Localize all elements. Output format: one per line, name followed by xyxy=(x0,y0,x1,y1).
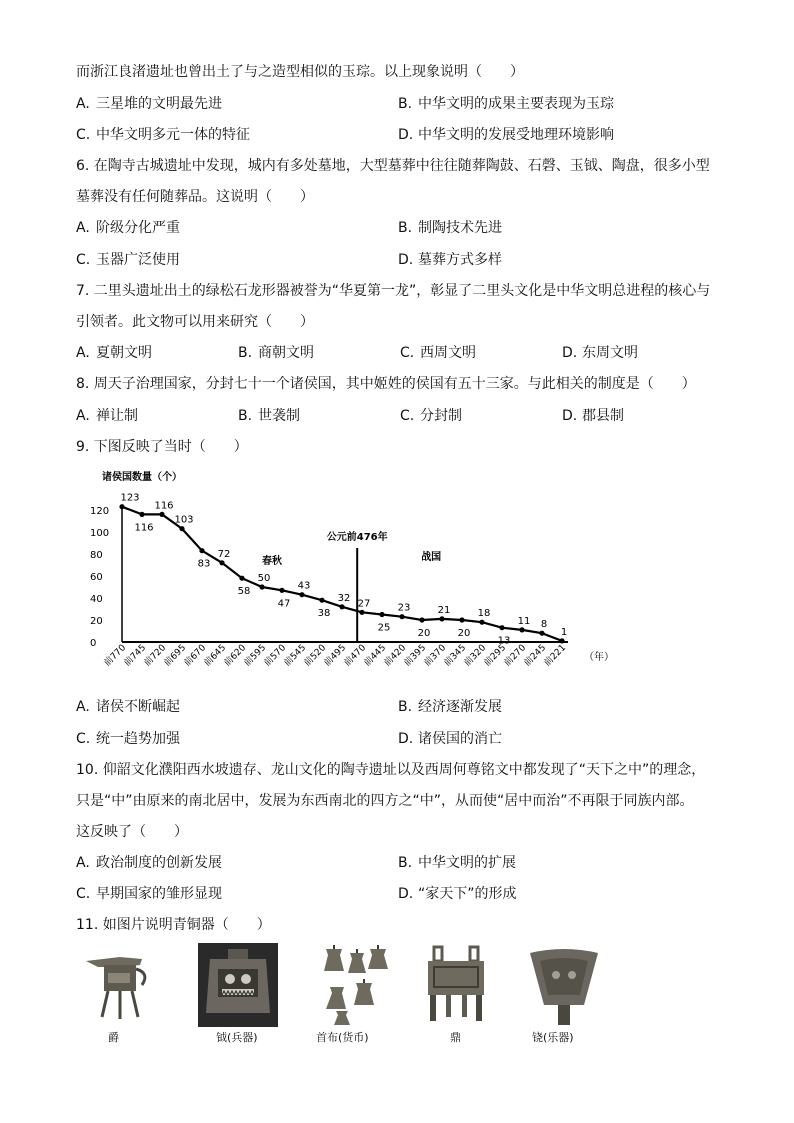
option-key: D. xyxy=(562,408,578,424)
data-point xyxy=(479,620,484,625)
option-key: C. xyxy=(76,127,91,143)
x-tick-label: 前745 xyxy=(122,643,149,669)
ding-cauldron-image xyxy=(416,943,496,1027)
x-tick-label: 前420 xyxy=(382,643,409,669)
x-tick-label: 前695 xyxy=(162,643,189,669)
data-label: 20 xyxy=(417,628,431,639)
data-point xyxy=(259,584,264,589)
q9-option-a[interactable] xyxy=(76,697,180,717)
x-tick-label: 前545 xyxy=(282,643,309,669)
y-tick-label: 120 xyxy=(90,506,110,517)
option-text: 夏朝文明 xyxy=(96,345,152,361)
x-tick-label: 前345 xyxy=(442,643,469,669)
x-tick-label: 前595 xyxy=(242,643,269,669)
data-point xyxy=(119,504,124,509)
x-tick-label: 前645 xyxy=(202,643,229,669)
caption-jue: 爵 xyxy=(108,1031,119,1044)
data-point xyxy=(159,512,164,517)
option-key: B. xyxy=(398,699,413,715)
q10-option-a[interactable] xyxy=(76,853,222,873)
q5-option-b[interactable] xyxy=(398,94,614,114)
option-key: B. xyxy=(398,855,413,871)
data-point xyxy=(499,625,504,630)
option-key: A. xyxy=(76,345,90,361)
option-key: C. xyxy=(76,252,91,268)
option-text: 中华文明的成果主要表现为玉琮 xyxy=(418,96,614,112)
option-text: 郡县制 xyxy=(582,408,624,424)
x-tick-label: 前445 xyxy=(362,643,389,669)
q7-option-b[interactable] xyxy=(238,343,314,363)
q6-option-a[interactable] xyxy=(76,218,180,238)
x-tick-label: 前245 xyxy=(522,643,549,669)
data-label: 83 xyxy=(197,558,211,570)
option-key: D. xyxy=(562,345,578,361)
data-label: 11 xyxy=(517,615,531,627)
option-text: 西周文明 xyxy=(420,345,476,361)
data-point xyxy=(299,592,304,597)
data-label: 50 xyxy=(257,573,271,584)
option-key: C. xyxy=(400,345,415,361)
data-point xyxy=(179,526,184,531)
x-tick-label: 前320 xyxy=(462,643,489,669)
q5-option-a[interactable] xyxy=(76,94,222,114)
data-point xyxy=(519,627,524,632)
nao-bell-image xyxy=(524,943,604,1027)
x-tick-label: 前495 xyxy=(322,643,349,669)
y-tick-label: 40 xyxy=(90,594,103,605)
yue-axe-image xyxy=(198,943,278,1027)
data-point xyxy=(379,612,384,617)
data-point xyxy=(279,588,284,593)
q9-option-b[interactable] xyxy=(398,697,502,717)
x-tick-label: 前570 xyxy=(262,643,289,669)
option-text: 统一趋势加强 xyxy=(96,731,180,747)
option-key: B. xyxy=(398,96,413,112)
region-label-zhanguo: 战国 xyxy=(421,552,442,563)
option-key: A. xyxy=(76,408,90,424)
caption-nao: 铙(乐器) xyxy=(532,1031,574,1044)
option-text: 分封制 xyxy=(420,408,462,424)
q6-stem-line1: 6. 在陶寺古城遗址中发现，城内有多处墓地，大型墓葬中往往随葬陶鼓、石磬、玉钺、陶盘，很多小型 xyxy=(76,158,710,174)
q10-option-b[interactable] xyxy=(398,853,516,873)
option-text: 东周文明 xyxy=(582,345,638,361)
chart-labels xyxy=(120,493,567,647)
jue-vessel-image xyxy=(80,943,160,1027)
option-text: 早期国家的雏形显现 xyxy=(96,886,222,902)
q8-stem: 8. 周天子治理国家，分封七十一个诸侯国，其中姬姓的侯国有五十三家。与此相关的制度是（ ） xyxy=(76,376,696,392)
data-point xyxy=(459,617,464,622)
data-label: 43 xyxy=(297,580,311,592)
caption-yue: 钺(兵器) xyxy=(216,1031,258,1044)
caption-shou-bu: 首布(货币) xyxy=(316,1031,369,1044)
x-tick-label: 前470 xyxy=(342,643,369,669)
option-text: 禅让制 xyxy=(96,408,138,424)
q8-option-c[interactable] xyxy=(400,406,462,426)
option-key: C. xyxy=(76,886,91,902)
q6-option-b[interactable] xyxy=(398,218,502,238)
x-tick-label: 前770 xyxy=(102,643,129,669)
data-label: 23 xyxy=(397,602,411,614)
data-point xyxy=(339,604,344,609)
data-label: 58 xyxy=(237,586,251,598)
option-text: 商朝文明 xyxy=(258,345,314,361)
data-label: 21 xyxy=(437,604,451,616)
x-tick-label: 前395 xyxy=(402,643,429,669)
divider-label: 公元前476年 xyxy=(326,532,388,543)
x-tick-label: 前221 xyxy=(542,643,569,669)
data-point xyxy=(239,576,244,581)
option-key: D. xyxy=(398,127,414,143)
q7-option-a[interactable] xyxy=(76,343,152,363)
option-key: C. xyxy=(400,408,415,424)
region-label-chunqiu: 春秋 xyxy=(262,556,282,567)
q7-stem-line1: 7. 二里头遗址出土的绿松石龙形器被誉为“华夏第一龙”，彰显了二里头文化是中华文明总进程的核心与 xyxy=(76,283,711,299)
data-point xyxy=(439,616,444,621)
x-tick-label: 前620 xyxy=(222,643,249,669)
option-text: 三星堆的文明最先进 xyxy=(96,96,222,112)
data-label: 18 xyxy=(477,608,491,620)
data-label: 72 xyxy=(217,548,231,560)
data-label: 20 xyxy=(457,628,471,639)
y-tick-label: 100 xyxy=(90,528,110,539)
q6-stem-line2: 墓葬没有任何随葬品。这说明（ ） xyxy=(76,189,314,205)
q7-stem-line2: 引领者。此文物可以用来研究（ ） xyxy=(76,314,314,330)
q7-option-d[interactable] xyxy=(562,343,638,363)
option-text: 中华文明多元一体的特征 xyxy=(96,127,250,143)
q6-option-d[interactable] xyxy=(398,250,502,270)
option-key: D. xyxy=(398,731,414,747)
q5-option-c[interactable] xyxy=(76,125,250,145)
q9-option-c[interactable] xyxy=(76,729,180,749)
x-axis-label: （年） xyxy=(584,652,614,663)
chart-axes xyxy=(90,506,614,669)
data-point xyxy=(199,548,204,553)
x-tick-label: 前370 xyxy=(422,643,449,669)
data-label: 116 xyxy=(134,522,154,534)
option-text: 诸侯不断崛起 xyxy=(96,699,180,715)
option-key: A. xyxy=(76,96,90,112)
q8-option-a[interactable] xyxy=(76,406,138,426)
y-tick-label: 60 xyxy=(90,572,103,583)
option-key: A. xyxy=(76,699,90,715)
option-text: 政治制度的创新发展 xyxy=(96,855,222,871)
caption-ding: 鼎 xyxy=(450,1031,461,1044)
y-tick-label: 20 xyxy=(90,616,103,627)
option-key: B. xyxy=(238,408,253,424)
option-key: A. xyxy=(76,220,90,236)
q10-stem-line1: 10. 仰韶文化濮阳西水坡遗存、龙山文化的陶寺遗址以及西周何尊铭文中都发现了“天下之中”的理念， xyxy=(76,762,706,778)
option-text: 制陶技术先进 xyxy=(418,220,502,236)
data-label: 116 xyxy=(154,500,174,512)
option-key: A. xyxy=(76,855,90,871)
option-text: 经济逐渐发展 xyxy=(418,699,502,715)
data-point xyxy=(219,560,224,565)
option-key: B. xyxy=(238,345,253,361)
q10-option-c[interactable] xyxy=(76,884,222,904)
data-point xyxy=(539,631,544,636)
x-tick-label: 前670 xyxy=(182,643,209,669)
q9-option-d[interactable] xyxy=(398,729,502,749)
data-point xyxy=(319,598,324,603)
states-count-line-chart xyxy=(76,462,636,684)
q8-option-d[interactable] xyxy=(562,406,624,426)
q10-option-d[interactable] xyxy=(398,884,517,904)
option-key: D. xyxy=(398,886,414,902)
data-label: 13 xyxy=(497,635,511,647)
q9-stem: 9. 下图反映了当时（ ） xyxy=(76,439,248,455)
series-line xyxy=(122,507,562,641)
data-point xyxy=(359,610,364,615)
q6-option-c[interactable] xyxy=(76,250,180,270)
q7-option-c[interactable] xyxy=(400,343,476,363)
data-point xyxy=(139,512,144,517)
data-label: 32 xyxy=(337,592,351,604)
data-label: 25 xyxy=(377,622,391,634)
q10-stem-line3: 这反映了（ ） xyxy=(76,824,188,840)
option-text: 墓葬方式多样 xyxy=(418,252,502,268)
x-tick-label: 前520 xyxy=(302,643,329,669)
data-point xyxy=(399,614,404,619)
option-text: 中华文明的扩展 xyxy=(418,855,516,871)
data-label: 1 xyxy=(560,626,568,638)
option-text: 中华文明的发展受地理环境影响 xyxy=(418,127,614,143)
x-tick-label: 前295 xyxy=(482,643,509,669)
x-tick-label: 前270 xyxy=(502,643,529,669)
data-label: 38 xyxy=(317,608,331,620)
data-label: 8 xyxy=(540,619,548,631)
q11-stem: 11. 如图片说明青铜器（ ） xyxy=(76,917,271,933)
x-tick-label: 前720 xyxy=(142,643,169,669)
data-label: 123 xyxy=(120,492,140,504)
option-key: D. xyxy=(398,252,414,268)
y-axis-label: 诸侯国数量（个） xyxy=(102,472,182,483)
q5-option-d[interactable] xyxy=(398,125,614,145)
data-point xyxy=(559,638,564,643)
option-text: “家天下”的形成 xyxy=(418,886,517,902)
y-tick-label: 0 xyxy=(90,638,97,649)
q8-option-b[interactable] xyxy=(238,406,300,426)
option-key: B. xyxy=(398,220,413,236)
spade-coin-image xyxy=(316,943,396,1027)
option-key: C. xyxy=(76,731,91,747)
q10-stem-line2: 只是“中”由原来的南北居中，发展为东西南北的四方之“中”，从而使“居中而治”不再限于同族内部。 xyxy=(76,793,694,809)
q5-stem: 而浙江良渚遗址也曾出土了与之造型相似的玉琮。以上现象说明（ ） xyxy=(76,64,524,80)
bronze-figures xyxy=(76,943,616,1053)
data-label: 103 xyxy=(174,514,194,526)
data-label: 27 xyxy=(357,598,371,610)
option-text: 玉器广泛使用 xyxy=(96,252,180,268)
data-point xyxy=(419,617,424,622)
option-text: 世袭制 xyxy=(258,408,300,424)
data-label: 47 xyxy=(277,598,291,610)
y-tick-label: 80 xyxy=(90,550,103,561)
option-text: 诸侯国的消亡 xyxy=(418,731,502,747)
option-text: 阶级分化严重 xyxy=(96,220,180,236)
